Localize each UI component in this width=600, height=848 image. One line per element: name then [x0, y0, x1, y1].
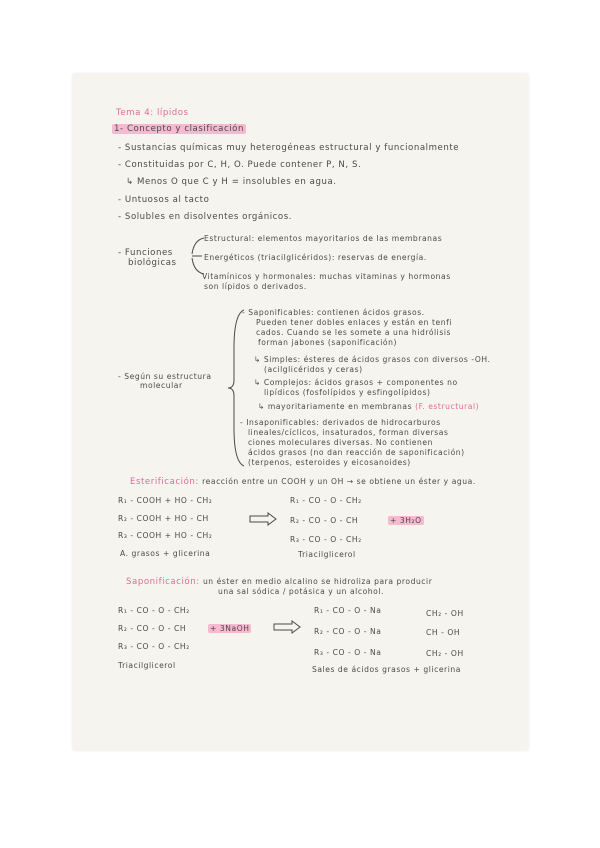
reactant-formula: R₁ - COOH + HO - CH₂	[118, 496, 213, 505]
structure-brace	[226, 308, 246, 468]
product-formula: R₁ - CO - O - CH₂	[290, 496, 362, 505]
membranes-text: ↳ mayoritariamente en membranas	[258, 402, 413, 411]
note-line: ↳ Menos O que C y H = insolubles en agua.	[126, 177, 337, 187]
water-product	[388, 516, 424, 525]
note-line: - Solubles en disolventes orgánicos.	[118, 212, 293, 222]
membranes-line	[258, 402, 479, 411]
saponification-heading	[126, 577, 432, 587]
function-item: Energéticos (triacilglicéridos): reservas de energía.	[204, 253, 427, 262]
saponification-title: Saponificación:	[126, 577, 200, 587]
product-formula: R₃ - CO - O - CH₂	[290, 535, 362, 544]
ester-formula: R₃ - CO - O - CH₂	[118, 642, 190, 651]
function-item: Vitamínicos y hormonales: muchas vitaminas y hormonas	[202, 272, 451, 281]
complex-lipids-line: lipídicos (fosfolípidos y esfingolípidos)	[264, 388, 431, 397]
reactant-caption: A. grasos + glicerina	[120, 549, 211, 558]
reactant-formula: R₃ - COOH + HO - CH₂	[118, 531, 213, 540]
saponifiable-line: cados. Cuando se les somete a una hidrólisis	[256, 328, 452, 337]
saponifiable-line: Pueden tener dobles enlaces y están en tenfi	[256, 318, 452, 327]
naoh-reagent	[208, 624, 251, 633]
insaponifiable-line: lineales/cíclicos, insaturados, forman diversas	[248, 428, 449, 437]
insaponifiable-line: (terpenos, esteroides y eicosanoides)	[248, 458, 411, 467]
insaponifiable-line: - Insaponificables: derivados de hidrocarburos	[240, 418, 441, 427]
ester-formula: R₁ - CO - O - CH₂	[118, 606, 190, 615]
naoh-reagent-text: + 3NaOH	[210, 624, 250, 633]
ester-caption: Triacilglicerol	[118, 661, 176, 670]
product-caption: Triacilglicerol	[298, 550, 356, 559]
structure-label: - Según su estructura	[118, 372, 212, 381]
section-heading-text: 1- Concepto y clasificación	[114, 124, 244, 134]
function-item: Estructural: elementos mayoritarios de las membranas	[204, 234, 443, 243]
glycerol-formula: CH₂ - OH	[426, 609, 464, 618]
structure-label-2: molecular	[140, 381, 183, 390]
functions-label: - Funciones	[118, 248, 173, 258]
structural-function-tag: (F. estructural)	[415, 402, 480, 411]
saponifiable-line: - Saponificables: contienen ácidos grasos.	[242, 308, 425, 317]
reactant-formula: R₂ - COOH + HO - CH	[118, 514, 209, 523]
saponifiable-line: forman jabones (saponificación)	[258, 338, 397, 347]
soap-formula: R₂ - CO - O - Na	[314, 627, 382, 636]
reaction-arrow-icon	[272, 620, 302, 634]
section-heading	[112, 124, 246, 134]
complex-lipids-line: ↳ Complejos: ácidos grasos + componentes no	[254, 378, 458, 387]
products-caption: Sales de ácidos grasos + glicerina	[312, 665, 461, 674]
saponification-desc-2: una sal sódica / potásica y un alcohol.	[218, 587, 384, 596]
note-line: - Constituidas por C, H, O. Puede contener P, N, S.	[118, 160, 362, 170]
reaction-arrow-icon	[248, 512, 278, 526]
glycerol-formula: CH₂ - OH	[426, 649, 464, 658]
ester-formula: R₂ - CO - O - CH	[118, 624, 187, 633]
simple-lipids-line: ↳ Simples: ésteres de ácidos grasos con diversos -OH.	[254, 355, 491, 364]
soap-formula: R₁ - CO - O - Na	[314, 606, 382, 615]
product-formula: R₂ - CO - O - CH	[290, 516, 359, 525]
insaponifiable-line: ciones moleculares diversas. No contienen	[248, 438, 433, 447]
insaponifiable-line: ácidos grasos (no dan reacción de saponificación)	[248, 448, 465, 457]
esterification-desc: reacción entre un COOH y un OH → se obtiene un éster y agua.	[202, 477, 476, 486]
simple-lipids-line: (acilglicéridos y ceras)	[264, 365, 363, 374]
function-item: son lípidos o derivados.	[204, 282, 307, 291]
esterification-heading	[130, 477, 476, 487]
functions-label-2: biológicas	[128, 258, 177, 268]
note-line: - Sustancias químicas muy heterogéneas estructural y funcionalmente	[118, 143, 460, 153]
saponification-desc: un éster en medio alcalino se hidroliza para producir	[202, 577, 433, 586]
page-title: Tema 4: lípidos	[116, 108, 189, 118]
glycerol-formula: CH - OH	[426, 628, 461, 637]
note-line: - Untuosos al tacto	[118, 195, 210, 205]
water-product-text: + 3H₂O	[390, 516, 422, 525]
soap-formula: R₃ - CO - O - Na	[314, 648, 382, 657]
esterification-title: Esterificación:	[130, 477, 199, 487]
